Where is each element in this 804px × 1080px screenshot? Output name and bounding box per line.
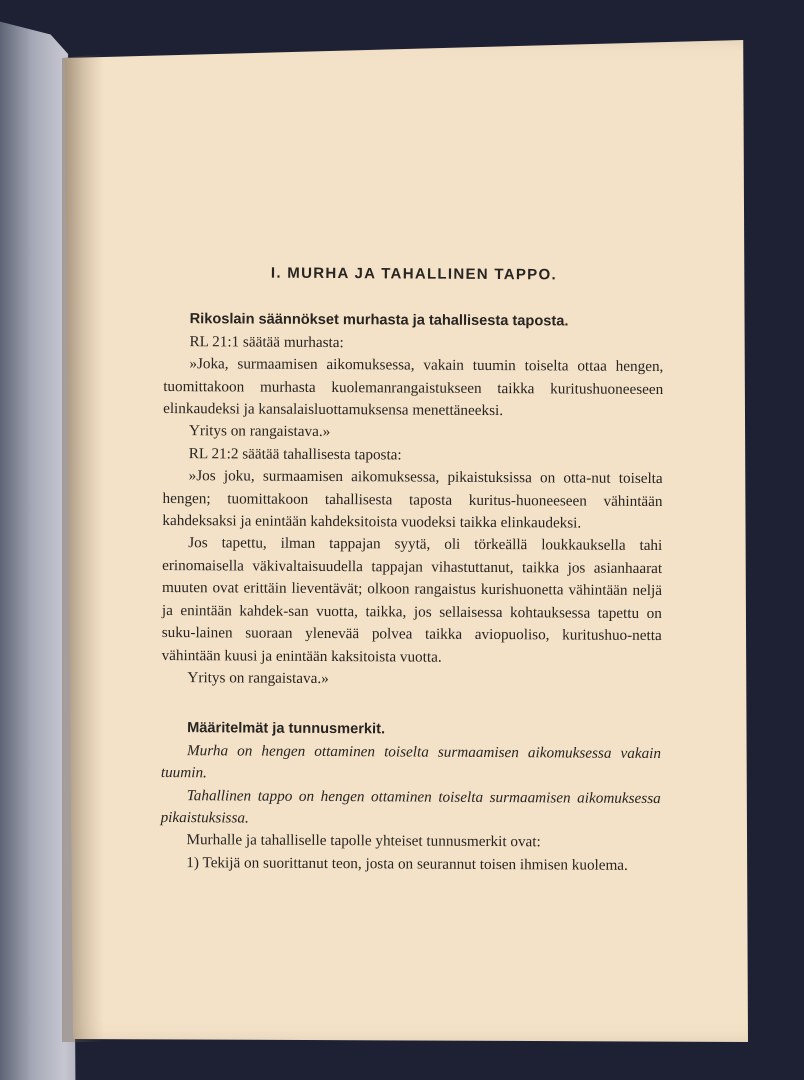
quote-manslaughter-law: »Jos joku, surmaamisen aikomuksessa, pikaistuksissa on otta-nut toiselta hengen; tuomittakoon tahallisesta taposta kuritus-huoneeseen vähintään kahdeksaksi ja enintään kahdeksitoista vuodeksi taikka elinkaudeksi.	[162, 467, 663, 532]
quote-manslaughter-attempt: Yritys on rangaistava.»	[187, 669, 329, 687]
section-heading-provisions: Rikoslain säännökset murhasta ja tahallisesta taposta.	[189, 311, 569, 330]
paragraph-rl-21-2-intro: RL 21:2 säätää tahallisesta taposta:	[188, 444, 402, 464]
page-text	[160, 262, 664, 877]
definition-manslaughter: Tahallinen tappo on hengen ottaminen toiselta surmaamisen aikomuksessa pikaistuksissa.	[160, 786, 661, 827]
paragraph-rl-21-1-intro: RL 21:1 säätää murhasta:	[189, 332, 344, 351]
paragraph-common-features: Murhalle ja tahalliselle tapolle yhteiset tunnusmerkit ovat:	[186, 831, 541, 851]
page-gutter-shadow	[62, 40, 104, 1042]
definition-murder: Murha on hengen ottaminen toiselta surmaamisen aikomuksessa vakain tuumin.	[160, 741, 662, 782]
quote-murder-law: »Joka, surmaamisen aikomuksessa, vakain tuumin toiselta ottaa hengen, tuomittakoon murhasta kuolemanrangaistukseen taikka kuritushuoneeseen elinkaudeksi ja kansalaisluottamuksensa menettäneeksi.	[163, 355, 664, 420]
quote-murder-attempt: Yritys on rangaistava.»	[188, 422, 331, 441]
list-item-1: 1) Tekijä on suorittanut teon, josta on seurannut toisen ihmisen kuolema.	[186, 853, 628, 874]
chapter-heading: I. MURHA JA TAHALLINEN TAPPO.	[270, 264, 557, 284]
quote-mitigating-circumstances: Jos tapettu, ilman tappajan syytä, oli törkeällä loukkauksella tahi erinomaisella väkivaltaisuudella tappajan vihastuttanut, taikka jos asianhaarat muuten ovat erittäin lieventävät; olkoon rangaistus kurishuonetta vähintään neljä ja enintään kahdek-san vuotta, taikka, jos sellaisessa kohtauksessa tapettu on suku-lainen suoraan ylenevää polvea taikka aviopuoliso, kuritushuo-netta vähintään kuusi ja enintään kaksitoista vuotta.	[161, 534, 663, 666]
section-heading-definitions: Määritelmät ja tunnusmerkit.	[187, 720, 386, 738]
